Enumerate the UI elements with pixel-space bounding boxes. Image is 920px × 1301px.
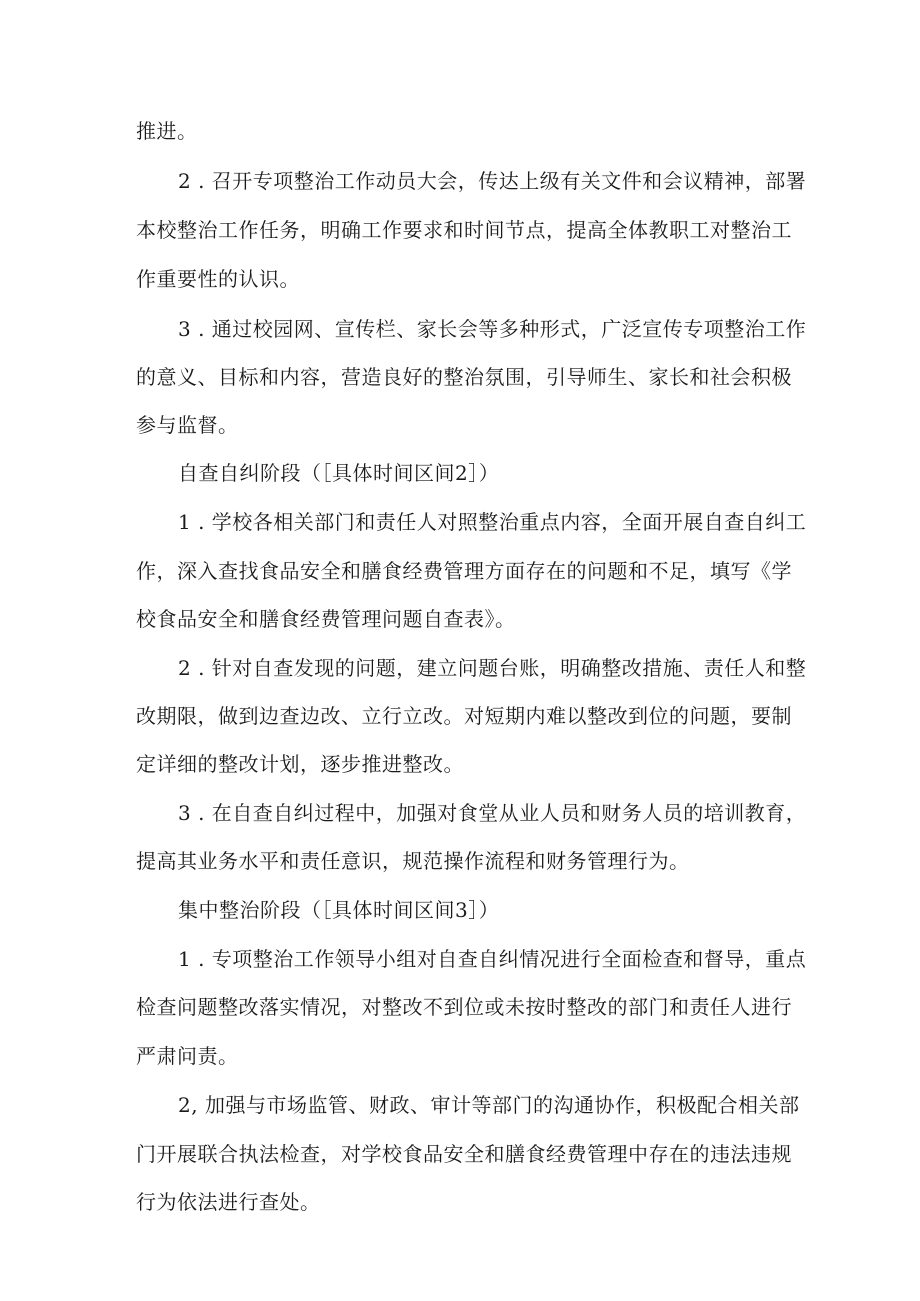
text-line: 2 . 针对自查发现的问题，建立问题台账，明确整改措施、责任人和整 bbox=[178, 656, 807, 680]
section-heading: 自查自纠阶段（［具体时间区间2］） bbox=[178, 461, 500, 485]
text-line: 推进。 bbox=[136, 119, 198, 143]
text-line: 检查问题整改落实情况，对整改不到位或未按时整改的部门和责任人进行 bbox=[136, 995, 792, 1019]
text-line: 2, 加强与市场监管、财政、审计等部门的沟通协作，积极配合相关部 bbox=[178, 1093, 800, 1117]
text-line: 3 . 在自查自纠过程中，加强对食堂从业人员和财务人员的培训教育， bbox=[178, 801, 807, 825]
text-line: 提高其业务水平和责任意识，规范操作流程和财务管理行为。 bbox=[136, 849, 690, 873]
text-line: 作，深入查找食品安全和膳食经费管理方面存在的问题和不足，填写《学 bbox=[136, 559, 792, 583]
text-line: 1 . 专项整治工作领导小组对自查自纠情况进行全面检查和督导，重点 bbox=[178, 947, 807, 971]
text-line: 门开展联合执法检查，对学校食品安全和膳食经费管理中存在的违法违规 bbox=[136, 1142, 792, 1166]
section-heading: 集中整治阶段（［具体时间区间3］） bbox=[178, 898, 500, 922]
text-line: 校食品安全和膳食经费管理问题自查表》。 bbox=[136, 607, 516, 631]
text-line: 1 . 学校各相关部门和责任人对照整治重点内容，全面开展自查自纠工 bbox=[178, 510, 807, 534]
text-line: 严肃问责。 bbox=[136, 1044, 239, 1068]
text-line: 行为依法进行查处。 bbox=[136, 1190, 321, 1214]
text-line: 定详细的整改计划，逐步推进整改。 bbox=[136, 752, 464, 776]
text-line: 3 . 通过校园网、宣传栏、家长会等多种形式，广泛宣传专项整治工作 bbox=[178, 317, 807, 341]
text-line: 本校整治工作任务，明确工作要求和时间节点，提高全体教职工对整治工 bbox=[136, 218, 792, 242]
text-line: 的意义、目标和内容，营造良好的整治氛围，引导师生、家长和社会积极 bbox=[136, 365, 792, 389]
text-line: 作重要性的认识。 bbox=[136, 267, 300, 291]
text-line: 改期限，做到边查边改、立行立改。对短期内难以整改到位的问题，要制 bbox=[136, 704, 792, 728]
text-line: 2 . 召开专项整治工作动员大会，传达上级有关文件和会议精神，部署 bbox=[178, 169, 807, 193]
text-line: 参与监督。 bbox=[136, 413, 239, 437]
